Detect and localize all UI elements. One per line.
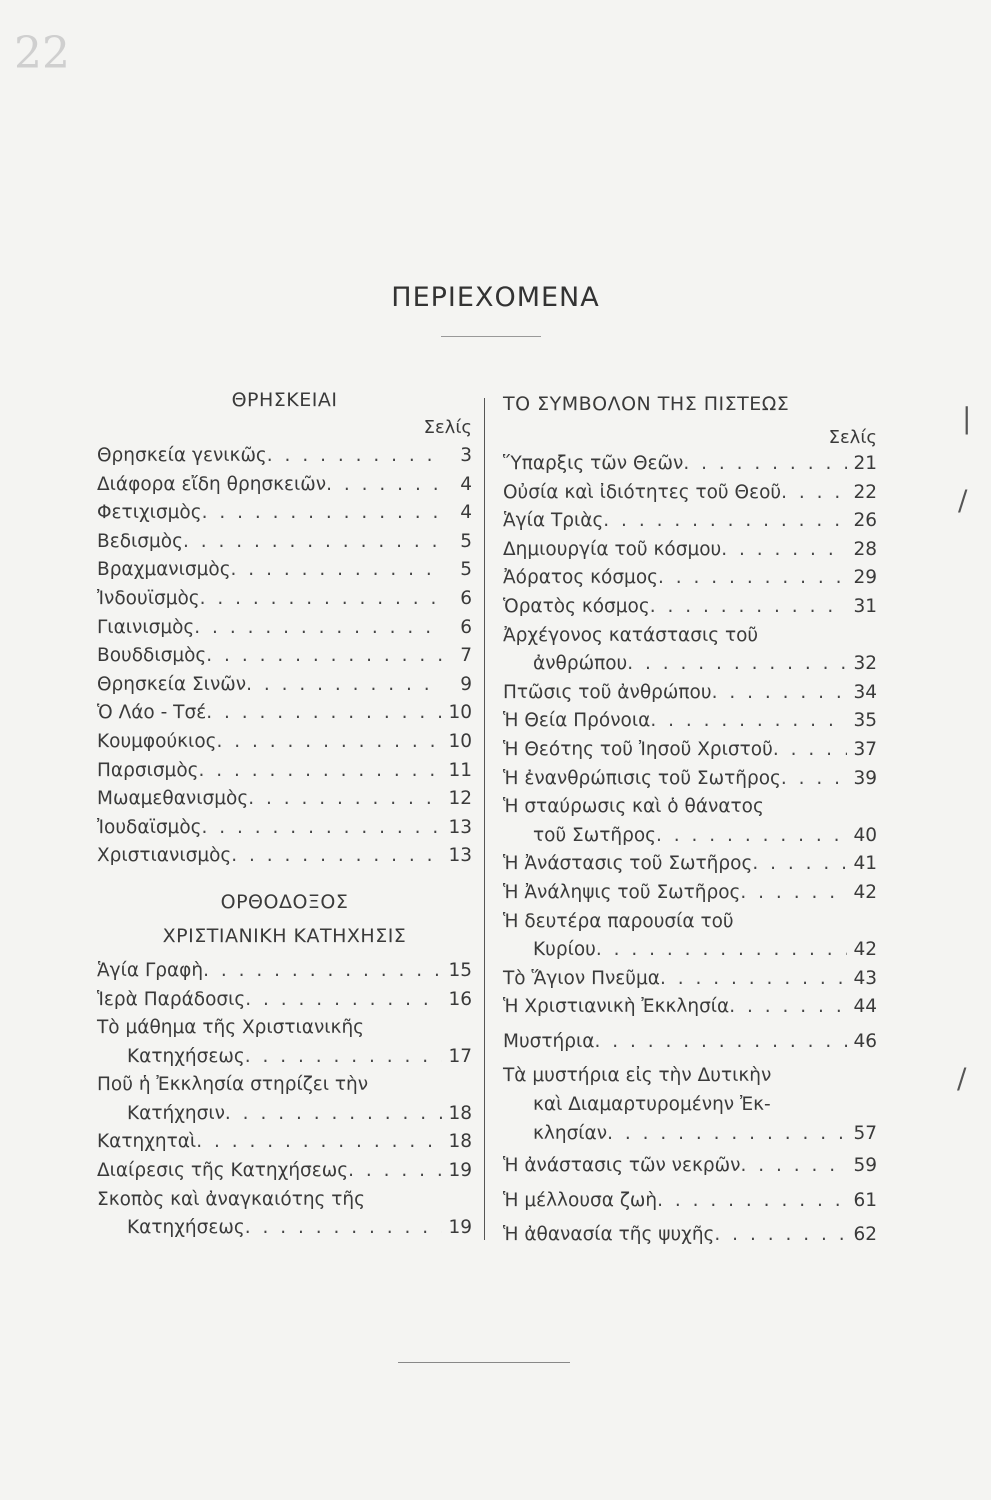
entry-page: 22 bbox=[853, 481, 877, 503]
leader-dots bbox=[202, 814, 443, 843]
toc-entry[interactable] bbox=[503, 650, 877, 679]
leader-dots bbox=[603, 507, 847, 536]
entry-page: 5 bbox=[460, 559, 472, 581]
spacer bbox=[97, 871, 472, 885]
leader-dots bbox=[245, 986, 442, 1015]
entry-title: Χριστιανισμὸς bbox=[97, 845, 232, 867]
leader-dots bbox=[658, 564, 847, 593]
leader-dots bbox=[740, 879, 847, 908]
entry-title: Φετιχισμὸς bbox=[97, 502, 202, 524]
toc-entry[interactable] bbox=[97, 728, 472, 757]
entry-title-line: Τὰ μυστήρια εἰς τὴν Δυτικὴν bbox=[503, 1065, 772, 1087]
entry-page: 37 bbox=[853, 738, 877, 760]
entry-page: 18 bbox=[448, 1131, 472, 1153]
entry-title: Μυστήρια bbox=[503, 1030, 595, 1052]
entry-title-line: Σκοπὸς καὶ ἀναγκαιότης τῆς bbox=[97, 1188, 366, 1210]
entry-page: 59 bbox=[853, 1155, 877, 1177]
entry-page: 4 bbox=[460, 473, 472, 495]
leader-dots bbox=[196, 1128, 442, 1157]
toc-entry[interactable] bbox=[97, 814, 472, 843]
entry-title-line: Ἡ δευτέρα παρουσία τοῦ bbox=[503, 910, 734, 932]
leader-dots bbox=[656, 822, 847, 851]
page-column-label: Σελίς bbox=[828, 427, 877, 448]
entry-page: 41 bbox=[853, 853, 877, 875]
margin-mark: | bbox=[962, 402, 972, 435]
entry-title: Ἡ Ἀνάληψις τοῦ Σωτῆρος bbox=[503, 881, 741, 903]
leader-dots bbox=[231, 842, 442, 871]
entry-page: 21 bbox=[853, 453, 877, 474]
entry-page: 44 bbox=[853, 996, 877, 1018]
leader-dots bbox=[231, 556, 442, 585]
leader-dots bbox=[267, 442, 442, 471]
entry-page: 35 bbox=[853, 710, 877, 732]
entry-title: Ἡ Θεότης τοῦ Ἰησοῦ Χριστοῦ bbox=[503, 738, 773, 760]
toc-entry[interactable] bbox=[97, 785, 472, 814]
toc-entry[interactable] bbox=[97, 1043, 472, 1072]
entry-page: 4 bbox=[460, 502, 472, 524]
entry-page: 42 bbox=[853, 939, 877, 961]
leader-dots bbox=[245, 1214, 442, 1243]
entry-title-line: Ποῦ ἡ Ἐκκλησία στηρίζει τὴν bbox=[97, 1074, 369, 1096]
entry-page: 16 bbox=[448, 988, 472, 1010]
leader-dots bbox=[650, 593, 847, 622]
entry-title: Ἡ Ἀνάστασις τοῦ Σωτῆρος bbox=[503, 853, 753, 875]
leader-dots bbox=[781, 765, 847, 794]
entry-title: Ἡ ἐνανθρώπισις τοῦ Σωτῆρος bbox=[503, 767, 781, 789]
entry-title: Ἰνδουϊσμὸς bbox=[97, 587, 200, 609]
entry-title: Θρησκεία Σινῶν bbox=[97, 673, 247, 695]
entry-title: Ἱερὰ Παράδοσις bbox=[97, 988, 246, 1010]
entry-page: 46 bbox=[853, 1030, 877, 1052]
entry-title-line: Ἀρχέγονος κατάστασις τοῦ bbox=[503, 624, 759, 646]
entry-page: 31 bbox=[853, 595, 877, 617]
toc-entry[interactable] bbox=[97, 957, 472, 986]
entry-page: 62 bbox=[853, 1224, 877, 1246]
leader-dots bbox=[607, 1120, 847, 1149]
entry-title: Ἡ Χριστιανικὴ Ἐκκλησία bbox=[503, 996, 730, 1018]
entry-page: 57 bbox=[853, 1122, 877, 1144]
section-heading: ΘΡΗΣΚΕΙΑΙ bbox=[231, 389, 338, 411]
entry-title: Ἀόρατος κόσμος bbox=[503, 567, 659, 589]
entry-title-line: Τὸ μάθημα τῆς Χριστιανικῆς bbox=[97, 1017, 365, 1039]
entry-title: Κατηχηταὶ bbox=[97, 1131, 197, 1153]
leader-dots bbox=[683, 450, 847, 479]
toc-entry[interactable] bbox=[97, 1214, 472, 1243]
entry-page: 13 bbox=[448, 816, 472, 838]
entry-page: 32 bbox=[853, 653, 877, 675]
page-column-label: Σελίς bbox=[423, 417, 472, 438]
toc-entry[interactable] bbox=[97, 699, 472, 728]
leader-dots bbox=[721, 536, 847, 565]
leader-dots bbox=[326, 471, 442, 500]
entry-page: 10 bbox=[448, 730, 472, 752]
entry-title: Ἡ μέλλουσα ζωὴ bbox=[503, 1189, 658, 1211]
entry-page: 3 bbox=[460, 445, 472, 466]
toc-entry[interactable] bbox=[503, 536, 877, 565]
leader-dots bbox=[596, 936, 847, 965]
leader-dots bbox=[194, 614, 442, 643]
entry-page: 13 bbox=[448, 845, 472, 867]
leader-dots bbox=[246, 671, 442, 700]
entry-page: 61 bbox=[853, 1189, 877, 1211]
section-heading: ΟΡΘΟΔΟΞΟΣ bbox=[220, 890, 349, 913]
entry-title: Ἡ Θεία Πρόνοια bbox=[503, 710, 651, 732]
entry-title: Πτῶσις τοῦ ἀνθρώπου bbox=[503, 681, 712, 703]
entry-title: Ὁ Λάο - Τσέ bbox=[97, 702, 207, 724]
entry-page: 15 bbox=[448, 959, 472, 981]
entry-title: Κουμφούκιος bbox=[97, 730, 217, 752]
entry-page: 19 bbox=[448, 1217, 472, 1239]
entry-page: 43 bbox=[853, 967, 877, 989]
toc-entry[interactable] bbox=[503, 507, 877, 536]
leader-dots bbox=[650, 707, 847, 736]
leader-dots bbox=[203, 957, 442, 986]
toc-entry[interactable] bbox=[503, 1221, 877, 1250]
entry-page: 40 bbox=[853, 824, 877, 846]
toc-entry[interactable] bbox=[503, 765, 877, 794]
toc-entry[interactable] bbox=[503, 850, 877, 879]
toc-entry[interactable] bbox=[503, 1187, 877, 1216]
toc-entry[interactable] bbox=[503, 450, 877, 479]
entry-title: Βουδδισμὸς bbox=[97, 645, 207, 667]
entry-title: Διάφορα εἴδη θρησκειῶν bbox=[97, 473, 327, 495]
entry-page: 26 bbox=[853, 510, 877, 532]
leader-dots bbox=[594, 1028, 847, 1057]
leader-dots bbox=[348, 1157, 442, 1186]
entry-title: τοῦ Σωτῆρος bbox=[533, 824, 657, 846]
toc-entry[interactable] bbox=[503, 564, 877, 593]
toc-entry[interactable] bbox=[97, 614, 472, 643]
toc-entry[interactable] bbox=[97, 642, 472, 671]
toc-entry[interactable] bbox=[97, 1157, 472, 1186]
entry-page: 12 bbox=[448, 788, 472, 810]
toc-entry[interactable] bbox=[503, 936, 877, 965]
entry-page: 6 bbox=[460, 587, 472, 609]
toc-entry[interactable] bbox=[97, 528, 472, 557]
entry-title: Ἡ ἀθανασία τῆς ψυχῆς bbox=[503, 1224, 715, 1246]
entry-title: Ἡ ἀνάστασις τῶν νεκρῶν bbox=[503, 1155, 741, 1177]
entry-title: ἀνθρώπου bbox=[533, 653, 628, 675]
entry-page: 19 bbox=[448, 1160, 472, 1182]
toc-entry[interactable] bbox=[97, 986, 472, 1015]
entry-page: 29 bbox=[853, 567, 877, 589]
toc-entry[interactable] bbox=[97, 757, 472, 786]
leader-dots bbox=[206, 642, 442, 671]
margin-mark: / bbox=[958, 484, 968, 517]
entry-title: Γιαινισμὸς bbox=[97, 616, 195, 638]
entry-page: 6 bbox=[460, 616, 472, 638]
entry-page: 18 bbox=[448, 1102, 472, 1124]
toc-entry[interactable] bbox=[503, 679, 877, 708]
entry-title-line: Ἡ σταύρωσις καὶ ὁ θάνατος bbox=[503, 796, 764, 818]
entry-page: 7 bbox=[460, 645, 472, 667]
leader-dots bbox=[225, 1100, 442, 1129]
entry-title-line: καὶ Διαμαρτυρομένην Ἐκ- bbox=[533, 1094, 771, 1116]
entry-page: 42 bbox=[853, 881, 877, 903]
entry-title: Κατηχήσεως bbox=[127, 1217, 245, 1239]
entry-title: Διαίρεσις τῆς Κατηχήσεως bbox=[97, 1160, 349, 1182]
leader-dots bbox=[200, 585, 442, 614]
leader-dots bbox=[199, 757, 442, 786]
toc-entry[interactable] bbox=[97, 556, 472, 585]
section-heading: ΤΟ ΣΥΜΒΟΛΟΝ ΤΗΣ ΠΙΣΤΕΩΣ bbox=[503, 393, 790, 415]
entry-page: 34 bbox=[853, 681, 877, 703]
entry-title: Βεδισμὸς bbox=[97, 530, 183, 552]
toc-entry[interactable] bbox=[503, 707, 877, 736]
toc-entry[interactable] bbox=[503, 1152, 877, 1181]
title-divider bbox=[441, 336, 541, 337]
entry-title: Ἰουδαϊσμὸς bbox=[97, 816, 202, 838]
toc-entry[interactable] bbox=[97, 842, 472, 871]
entry-title: Ἁγία Τριὰς bbox=[503, 510, 604, 532]
leader-dots bbox=[183, 528, 442, 557]
leader-dots bbox=[781, 479, 847, 508]
leader-dots bbox=[712, 679, 847, 708]
leader-dots bbox=[206, 699, 442, 728]
toc-entry[interactable] bbox=[503, 879, 877, 908]
entry-page: 28 bbox=[853, 538, 877, 560]
entry-title: Ἁγία Γραφὴ bbox=[97, 959, 204, 981]
entry-title: Κυρίου bbox=[533, 939, 596, 961]
entry-title: Ὁρατὸς κόσμος bbox=[503, 595, 650, 617]
right-column bbox=[503, 390, 877, 1250]
entry-title: Τὸ Ἅγιον Πνεῦμα bbox=[503, 967, 660, 989]
leader-dots bbox=[714, 1221, 847, 1250]
entry-title: Παρσισμὸς bbox=[97, 759, 199, 781]
leader-dots bbox=[729, 993, 847, 1022]
leader-dots bbox=[741, 1152, 848, 1181]
toc-entry[interactable] bbox=[503, 1120, 877, 1149]
toc-entry[interactable] bbox=[97, 499, 472, 528]
toc-entry[interactable] bbox=[97, 671, 472, 700]
entry-page: 5 bbox=[460, 530, 472, 552]
entry-page: 17 bbox=[448, 1045, 472, 1067]
toc-entry[interactable] bbox=[503, 1028, 877, 1057]
entry-title: Δημιουργία τοῦ κόσμου bbox=[503, 538, 722, 560]
entry-page: 9 bbox=[460, 673, 472, 695]
bottom-divider bbox=[398, 1362, 570, 1363]
toc-entry[interactable] bbox=[97, 1128, 472, 1157]
leader-dots bbox=[752, 850, 847, 879]
toc-entry[interactable] bbox=[503, 993, 877, 1022]
toc-entry[interactable] bbox=[503, 593, 877, 622]
leader-dots bbox=[627, 650, 847, 679]
toc-entry[interactable] bbox=[503, 736, 877, 765]
entry-title: Μωαμεθανισμὸς bbox=[97, 788, 249, 810]
entry-title: κλησίαν bbox=[533, 1122, 608, 1144]
leader-dots bbox=[248, 785, 442, 814]
entry-title: Οὐσία καὶ ἰδιότητες τοῦ Θεοῦ bbox=[503, 481, 782, 503]
left-column bbox=[97, 386, 472, 1243]
entry-page: 39 bbox=[853, 767, 877, 789]
entry-title: Κατήχησιν bbox=[127, 1102, 225, 1124]
entry-title: Βραχμανισμὸς bbox=[97, 559, 231, 581]
toc-entry[interactable] bbox=[97, 442, 472, 471]
toc-entry[interactable] bbox=[503, 822, 877, 851]
toc-entry[interactable] bbox=[97, 585, 472, 614]
pencil-page-note: 22 bbox=[14, 28, 70, 79]
margin-mark: / bbox=[957, 1062, 967, 1095]
page-title: ΠΕΡΙΕΧΟΜΕΝΑ bbox=[391, 282, 600, 313]
toc-entry[interactable] bbox=[97, 1100, 472, 1129]
column-divider bbox=[484, 398, 485, 1240]
leader-dots bbox=[657, 1187, 847, 1216]
leader-dots bbox=[660, 965, 847, 994]
leader-dots bbox=[773, 736, 847, 765]
toc-entry[interactable] bbox=[503, 965, 877, 994]
entry-title: Ὕπαρξις τῶν Θεῶν bbox=[503, 453, 684, 474]
section-heading: ΧΡΙΣΤΙΑΝΙΚΗ ΚΑΤΗΧΗΣΙΣ bbox=[162, 924, 407, 947]
leader-dots bbox=[202, 499, 442, 528]
entry-title: Θρησκεία γενικῶς bbox=[97, 445, 267, 466]
toc-entry[interactable] bbox=[97, 471, 472, 500]
entry-page: 10 bbox=[448, 702, 472, 724]
leader-dots bbox=[245, 1043, 442, 1072]
toc-entry[interactable] bbox=[503, 479, 877, 508]
leader-dots bbox=[217, 728, 443, 757]
entry-page: 11 bbox=[448, 759, 472, 781]
entry-title: Κατηχήσεως bbox=[127, 1045, 245, 1067]
